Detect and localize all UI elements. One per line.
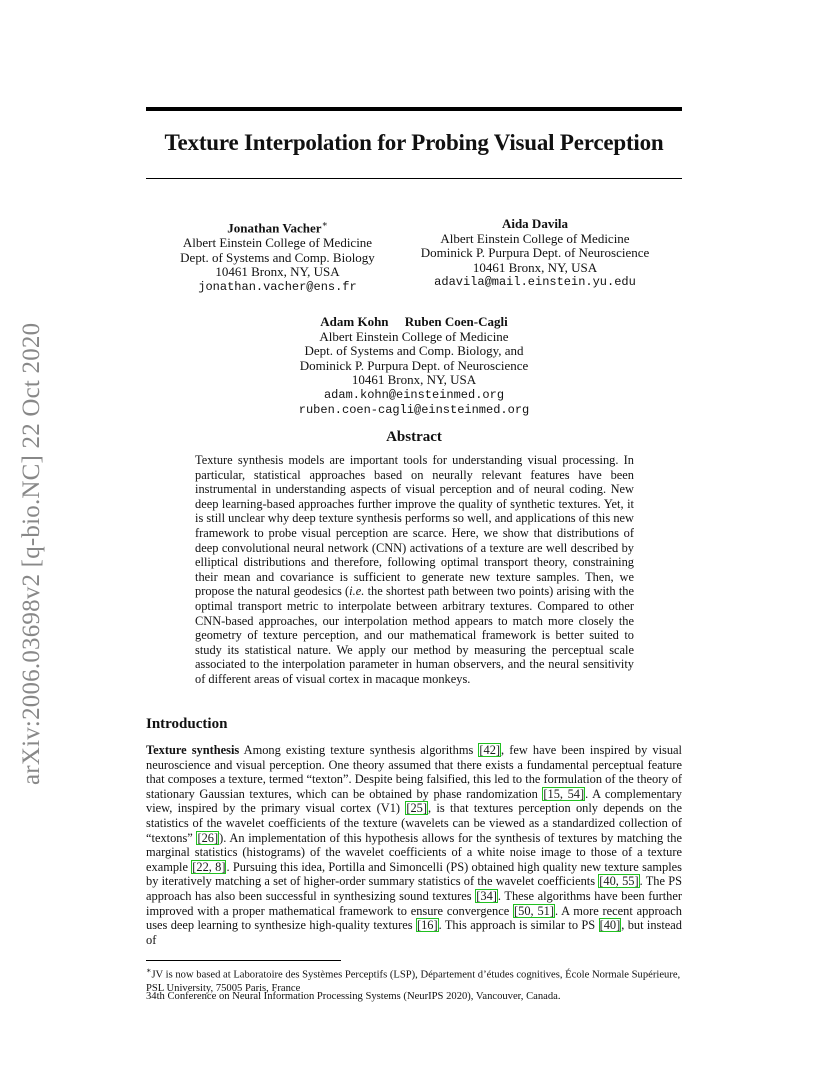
citation-link[interactable]: [40] xyxy=(599,918,621,933)
abstract-body xyxy=(195,453,634,687)
citation-link[interactable]: [26] xyxy=(197,830,219,845)
footnote-text: JV is now based at Laboratoire des Systèmes Perceptifs (LSP), Département d’études cognitives, École Normale Supérieure, PSL University, 75005 Paris, France xyxy=(146,969,681,994)
body-text: . A more recent approach uses deep learning to synthesize high-quality textures xyxy=(146,903,682,933)
author-address: 10461 Bronx, NY, USA xyxy=(351,372,477,388)
body-text: Among existing texture synthesis algorithms xyxy=(239,743,479,757)
author-email[interactable]: adavila@mail.einstein.yu.edu xyxy=(434,275,636,290)
author-department: Dominick P. Purpura Dept. of Neuroscience xyxy=(299,357,529,373)
title-rule-top xyxy=(146,107,682,111)
abstract-heading: Abstract xyxy=(386,429,442,445)
abstract-text: the shortest path between two points) arising with the optimal transport metric to interpolate between arbitrary textures. Compared to other CNN-based approaches, our interpolation method appears to match more closely the geometry of texture perception, and our mathematical framework is better suited to study its statistical nature. We apply our method by measuring the perceptual scale associated to the interpolation parameter in human observers, and the neural sensitivity of different areas of visual cortex in macaque monkeys. xyxy=(195,584,634,686)
author-affiliation: Albert Einstein College of Medicine xyxy=(319,328,509,344)
body-text: . The PS approach has also been successful in synthesizing sound textures xyxy=(146,874,682,903)
author-affiliation: Albert Einstein College of Medicine xyxy=(440,230,630,246)
arxiv-stamp: arXiv:2006.03698v2 [q-bio.NC] 22 Oct 2020 xyxy=(18,322,45,785)
body-text: , is that textures perception only depends on the statistics of the wavelet coefficients of the texture (wavelets can be viewed as a standardized collection of “textons” xyxy=(146,801,682,845)
footnote-rule xyxy=(146,960,341,961)
author-block-vacher xyxy=(150,217,405,294)
author-department: Dept. of Systems and Comp. Biology, and xyxy=(304,343,524,359)
author-department: Dept. of Systems and Comp. Biology xyxy=(180,249,375,265)
author-block-davila xyxy=(408,217,662,290)
author-email[interactable]: ruben.coen-cagli@einsteinmed.org xyxy=(298,402,530,417)
footnote-mark: ∗ xyxy=(146,966,152,975)
section-heading-introduction: Introduction xyxy=(146,716,228,732)
body-text: ). An implementation of this hypothesis allows for the synthesis of textures by matching the marginal statistics (histograms) of the wavelet coefficients of a white noise image to those of a texture example xyxy=(146,830,682,874)
abstract-text: Texture synthesis models are important tools for understanding visual processing. In particular, statistical approaches based on neurally relevant features have been instrumental in understanding aspects of visual perception and of neural coding. New deep learning-based approaches further improve the quality of synthetic textures. Yet, it is still unclear why deep texture synthesis performs so well, and applications of this new framework to probe visual perception are scarce. Here, we show that distributions of deep convolutional neural network (CNN) activations of a texture are well described by elliptical distributions and therefore, following optimal transport theory, constraining their mean and covariance is sufficient to generate new texture samples. Then, we propose the natural geodesics ( xyxy=(195,453,634,599)
body-text: . A complementary view, inspired by the primary visual cortex (V1) xyxy=(146,786,682,816)
author-department: Dominick P. Purpura Dept. of Neuroscience xyxy=(420,245,650,261)
paper-title: Texture Interpolation for Probing Visual Perception xyxy=(164,130,664,155)
body-text: , few have been inspired by visual neuroscience and visual perception. One theory assumed that there exists a fundamental perceptual feature that composes a texture, termed “texton”. Despite being falsified, this led to the formulation of the theory of stationary Gaussian textures, which can be obtained by phase randomization xyxy=(146,743,682,801)
author-email[interactable]: jonathan.vacher@ens.fr xyxy=(198,279,357,294)
author-name: Aida Davila xyxy=(501,216,569,231)
citation-link[interactable]: [22, 8] xyxy=(192,859,226,874)
abstract-text-italic: i.e. xyxy=(349,584,365,599)
citation-link[interactable]: [42] xyxy=(479,743,501,757)
citation-link[interactable]: [15, 54] xyxy=(543,786,585,801)
title-rule-bottom xyxy=(146,178,682,179)
citation-link[interactable]: [16] xyxy=(416,918,438,933)
paragraph-lead: Texture synthesis xyxy=(146,743,240,757)
body-text: . This approach is similar to PS xyxy=(438,918,599,933)
citation-link[interactable]: [40, 55] xyxy=(599,874,639,889)
body-text: . These algorithms have been further improved with a proper mathematical framework to ensure convergence xyxy=(146,888,682,918)
author-address: 10461 Bronx, NY, USA xyxy=(472,259,598,275)
author-block-kohn-coencagli xyxy=(250,315,578,417)
author-email[interactable]: adam.kohn@einsteinmed.org xyxy=(323,387,505,402)
author-names: Adam Kohn Ruben Coen-Cagli xyxy=(320,314,508,329)
citation-link[interactable]: [34] xyxy=(476,888,497,903)
conference-notice: 34th Conference on Neural Information Processing Systems (NeurIPS 2020), Vancouver, Canada. xyxy=(146,991,561,1002)
author-address: 10461 Bronx, NY, USA xyxy=(215,264,340,280)
citation-link[interactable]: [25] xyxy=(406,801,428,816)
body-text: . Pursuing this idea, Portilla and Simoncelli (PS) obtained high quality new texture samples by iteratively matching a set of higher-order summary statistics of the wavelet coefficients xyxy=(146,859,682,889)
body-text: , but instead of xyxy=(146,918,682,947)
author-name: Jonathan Vacher xyxy=(227,220,322,236)
author-footnote-mark: ∗ xyxy=(321,219,328,229)
citation-link[interactable]: [50, 51] xyxy=(514,903,554,918)
introduction-paragraph xyxy=(146,743,682,947)
author-affiliation: Albert Einstein College of Medicine xyxy=(182,234,373,250)
